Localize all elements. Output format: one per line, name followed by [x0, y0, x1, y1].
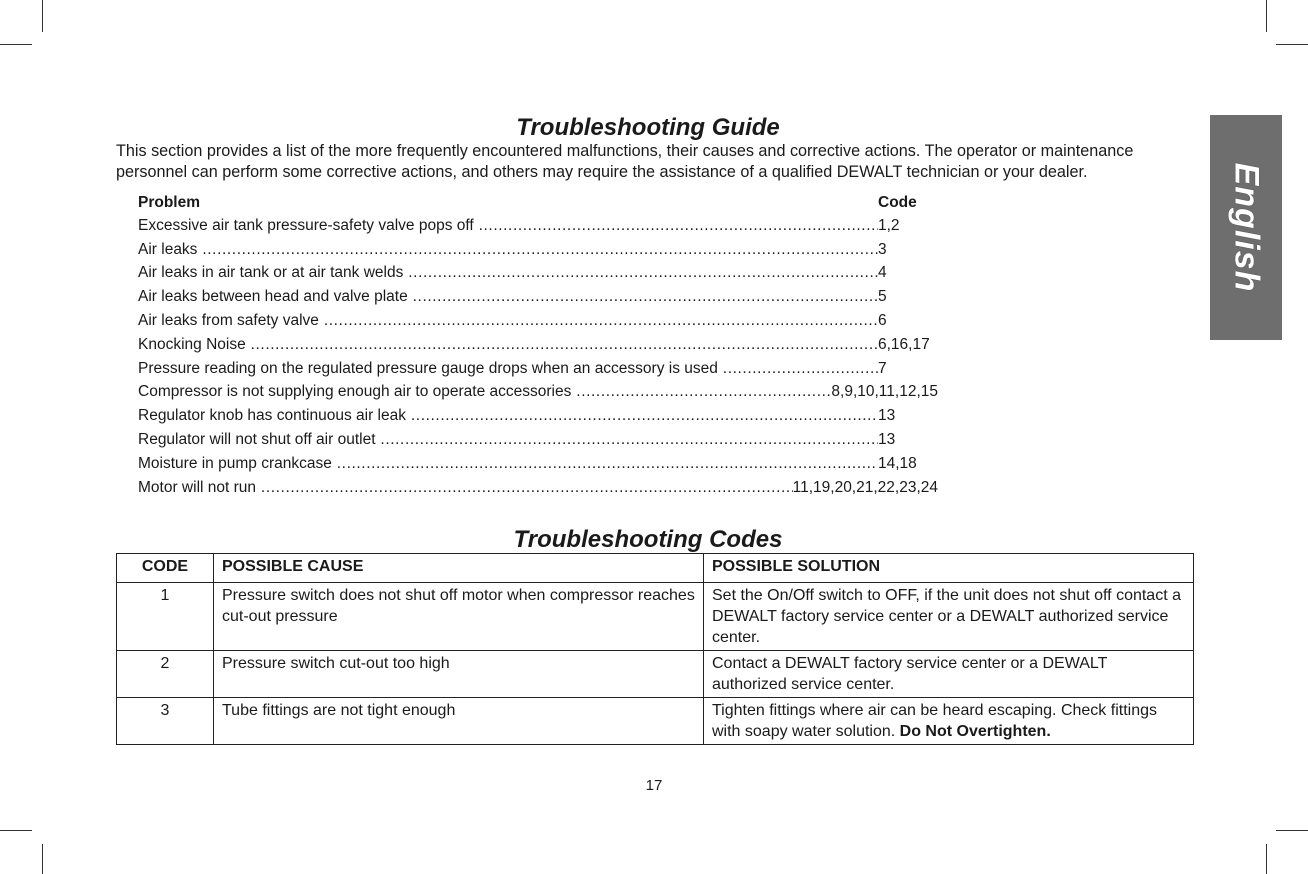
- problem-list: [138, 194, 938, 500]
- crop-mark: [42, 844, 43, 874]
- solution-cell: [704, 698, 1194, 745]
- problem-code: 3: [878, 240, 887, 258]
- crop-mark: [1266, 844, 1267, 874]
- problem-text: Moisture in pump crankcase .....: [138, 455, 878, 473]
- problem-text: Air leaks between head and valve plate .....: [138, 288, 878, 306]
- codes-table-row: [117, 583, 1194, 651]
- problem-code: 8,9,10,11,12,15: [831, 383, 938, 401]
- language-tab: [1210, 115, 1282, 340]
- code-header: Code: [878, 194, 917, 211]
- solution-text: Tighten fittings where air can be heard escaping. Check fittings with soapy water solution.: [712, 702, 1157, 740]
- problem-code: 14,18: [878, 454, 917, 472]
- problem-row: [138, 476, 938, 500]
- problem-row: [138, 262, 938, 286]
- problem-row: [138, 357, 938, 381]
- problem-code: 6,16,17: [878, 335, 930, 353]
- page-title: Troubleshooting Guide: [516, 114, 780, 141]
- codes-title: Troubleshooting Codes: [513, 526, 783, 553]
- codes-table: [116, 553, 1194, 745]
- problem-text: Excessive air tank pressure-safety valve pops off .....: [138, 217, 878, 235]
- code-cell: 1: [117, 583, 214, 651]
- code-cell: 3: [117, 698, 214, 745]
- problem-header: Problem: [138, 194, 201, 211]
- intro-paragraph: This section provides a list of the more frequently encountered malfunctions, their causes and corrective actions. The operator or maintenance personnel can perform some corrective actions, and others may require the assistance of a qualified DEWALT technician or your dealer.: [116, 142, 1134, 181]
- problem-code: 1,2: [878, 216, 900, 234]
- problem-row: [138, 452, 938, 476]
- crop-mark: [42, 0, 43, 32]
- problem-text: Knocking Noise .....: [138, 336, 878, 354]
- problem-list-header: [138, 194, 938, 214]
- cause-cell: Tube fittings are not tight enough: [214, 698, 704, 745]
- code-cell: 2: [117, 651, 214, 698]
- problem-text: Motor will not run .....: [138, 479, 793, 497]
- crop-mark: [0, 830, 32, 831]
- crop-mark: [0, 44, 32, 45]
- problem-row: [138, 428, 938, 452]
- crop-mark: [1276, 830, 1308, 831]
- problem-row: [138, 309, 938, 333]
- problem-row: [138, 285, 938, 309]
- problem-text: Air leaks in air tank or at air tank welds .....: [138, 264, 878, 282]
- problem-code: 11,19,20,21,22,23,24: [792, 478, 938, 496]
- codes-table-row: [117, 651, 1194, 698]
- problem-code: 7: [878, 359, 887, 377]
- code-column-header: CODE: [117, 554, 214, 583]
- cause-cell: Pressure switch does not shut off motor when compressor reaches cut-out pressure: [214, 583, 704, 651]
- problem-row: [138, 404, 938, 428]
- problem-code: 13: [878, 407, 896, 425]
- problem-row: [138, 381, 938, 405]
- page-number: 17: [645, 777, 663, 794]
- problem-code: 13: [878, 431, 896, 449]
- solution-text: Contact a DEWALT factory service center or a DEWALT authorized service center.: [712, 655, 1108, 693]
- problem-text: Compressor is not supplying enough air to operate accessories .....: [138, 383, 831, 401]
- cause-column-header: POSSIBLE CAUSE: [214, 554, 704, 583]
- problem-text: Regulator will not shut off air outlet .....: [138, 431, 878, 449]
- problem-row: [138, 333, 938, 357]
- problem-text: Air leaks from safety valve .....: [138, 312, 878, 330]
- problem-text: Regulator knob has continuous air leak .....: [138, 407, 878, 425]
- codes-table-row: [117, 698, 1194, 745]
- cause-cell: Pressure switch cut-out too high: [214, 651, 704, 698]
- problem-code: 5: [878, 288, 887, 306]
- crop-mark: [1276, 44, 1308, 45]
- problem-row: [138, 238, 938, 262]
- codes-table-header: [117, 554, 1194, 583]
- solution-cell: [704, 583, 1194, 651]
- solution-text: Set the On/Off switch to OFF, if the unit does not shut off contact a DEWALT factory service center or a DEWALT authorized service center.: [712, 587, 1181, 646]
- solution-column-header: POSSIBLE SOLUTION: [704, 554, 1194, 583]
- problem-row: [138, 214, 938, 238]
- language-tab-label: English: [1227, 162, 1266, 293]
- solution-warning: Do Not Overtighten.: [899, 723, 1051, 740]
- crop-mark: [1266, 0, 1267, 32]
- solution-cell: [704, 651, 1194, 698]
- problem-text: Pressure reading on the regulated pressure gauge drops when an accessory is used .....: [138, 360, 878, 378]
- problem-code: 4: [878, 264, 887, 282]
- problem-text: Air leaks .....: [138, 241, 878, 259]
- problem-code: 6: [878, 312, 887, 330]
